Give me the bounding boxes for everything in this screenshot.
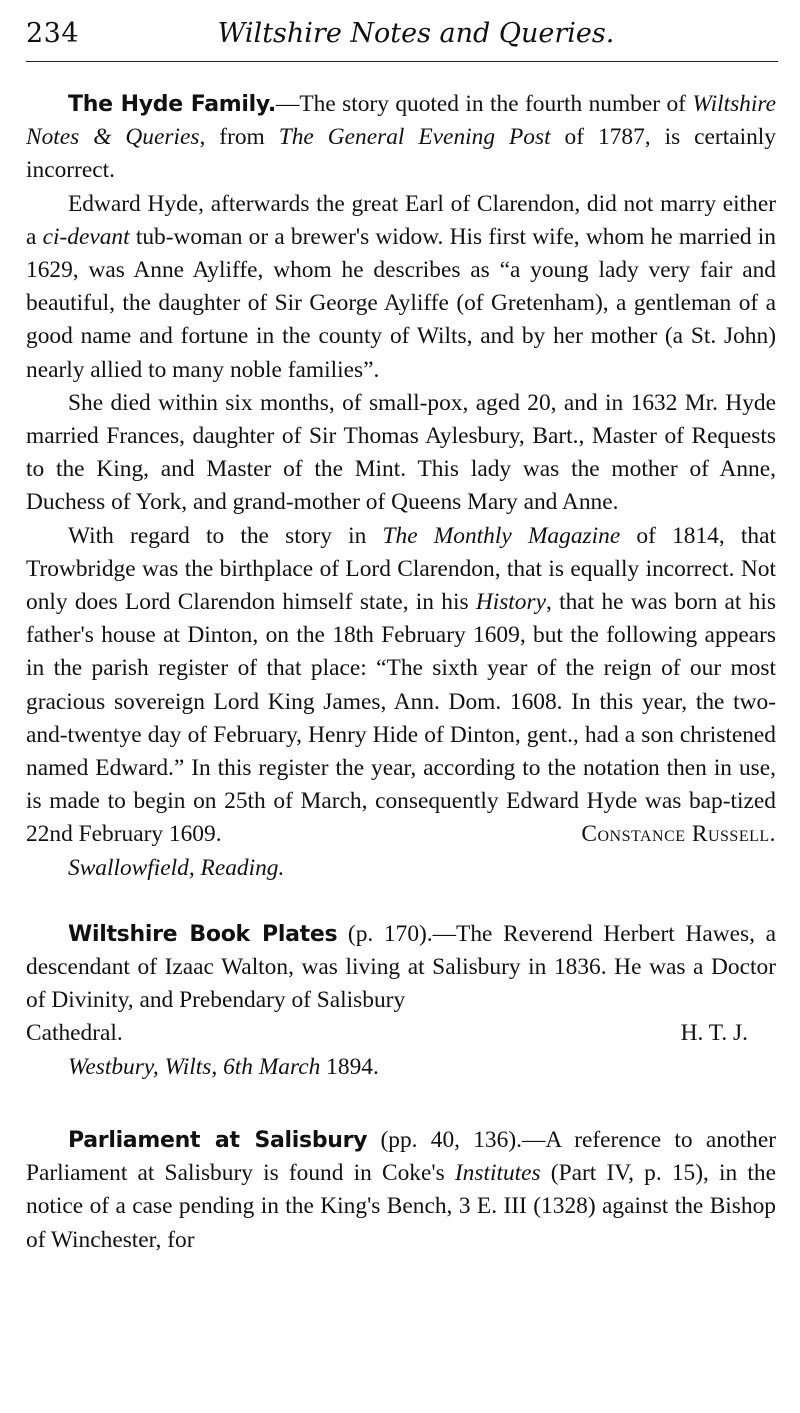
spacer [26,1084,776,1124]
article-heading: Wiltshire Book Plates [68,921,338,947]
spacer [26,885,776,918]
page-body [26,88,776,1257]
header-rule [26,61,778,62]
article-hyde-family-intro: The Hyde Family.—The story quoted in the fourth number of Wiltshire Notes & Queries, from The General Evening Post of 1787, is certainly incorrect. [26,91,776,184]
paragraph: With regard to the story in The Monthly Magazine of 1814, that Trowbridge was the birthplace of Lord Clarendon, that is equally incorrect. Not only does Lord Clarendon himself state, in his History, that he was born at his father's house at Dinton, on the 18th February 1609, but the following appears in the parish register of that place: “The sixth year of the reign of our most gracious sovereign Lord King James, Ann. Dom. 1608. In this year, the two-and-twentye day of February, Henry Hide of Dinton, gent., had a son christened named Edward.” In this register the year, according to the notation then in use, is made to begin on 25th of March, consequently Edward Hyde was bap-tized 22nd February 1609. Constance Russell. [26,520,776,852]
article-heading: The Hyde Family. [68,92,276,117]
signature: Constance Russell. [581,821,776,848]
article-heading: Parliament at Salisbury [68,1127,368,1153]
paragraph: She died within six months, of small-pox, aged 20, and in 1632 Mr. Hyde married Frances, daughter of Sir Thomas Aylesbury, Bart., Master of Requests to the King, and Master of the Mint. This lady was the mother of Anne, Duchess of York, and grand-mother of Queens Mary and Anne. [26,389,776,516]
running-head [26,18,778,58]
page-number: 234 [26,18,80,49]
article-book-plates: Wiltshire Book Plates (p. 170).—The Reverend Herbert Hawes, a descendant of Izaac Walton, was living at Salisbury in 1836. He was a Doctor of Divinity, and Prebendary of Salisbury [26,920,777,1014]
signature: H. T. J. [680,1020,748,1047]
signature-row: Cathedral. H. T. J. [26,1017,776,1050]
article-parliament-salisbury: Parliament at Salisbury (pp. 40, 136).—A reference to another Parliament at Salisbury is found in Coke's Institutes (Part IV, p. 15), in the notice of a case pending in the King's Bench, 3 E. III (1328) against the Bishop of Winchester, for [26,1126,776,1253]
running-title: Wiltshire Notes and Queries. [217,18,615,49]
place-line: Swallowfield, Reading. [68,854,285,881]
paragraph: Edward Hyde, afterwards the great Earl of Clarendon, did not marry either a ci-devant tub-woman or a brewer's widow. His first wife, whom he married in 1629, was Anne Ayliffe, whom he describes as “a young lady very fair and beautiful, the daughter of Sir George Ayliffe (of Gretenham), a gentleman of a good name and fortune in the county of Wilts, and by her mother (a St. John) nearly allied to many noble families”. [26,190,776,383]
journal-title: Wiltshire Notes & Queries [26,91,776,151]
newspaper-title: The General Evening Post [278,124,551,151]
place-line: Westbury, Wilts, 6th March 1894. [68,1053,379,1080]
